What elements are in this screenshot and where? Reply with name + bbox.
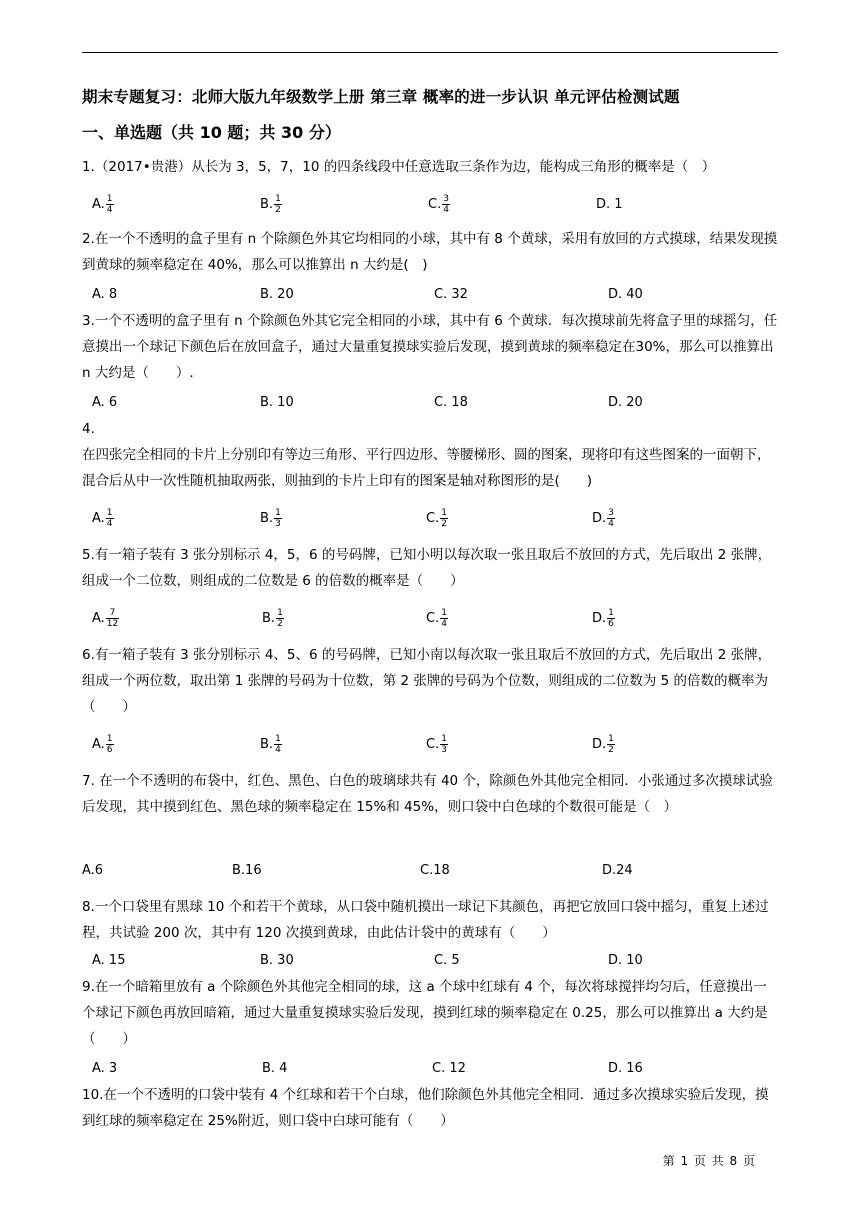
- question-7-options: [82, 856, 768, 884]
- question-10: 10.在一个不透明的口袋中装有 4 个红球和若干个白球，他们除颜色外其他完全相同．通过多次摸球实验后发现，摸到红球的频率稳定在 25%附近，则口袋中白球可能有（ ）: [82, 1087, 769, 1129]
- fraction: $\frac{1}{6}$: [106, 733, 113, 755]
- fraction: $\frac{1}{2}$: [275, 193, 281, 215]
- question-8-options: [92, 946, 778, 974]
- option-b[interactable]: B. $\frac{1}{2}$: [262, 607, 283, 629]
- fraction: $\frac{1}{2}$: [441, 507, 447, 529]
- option-a[interactable]: A. $\frac{1}{6}$: [92, 733, 113, 755]
- question-4: 在四张完全相同的卡片上分别印有等边三角形、平行四边形、等腰梯形、圆的图案，现将印有这些图案的一面朝下，混合后从中一次性随机抽取两张，则抽到的卡片上印有的图案是轴对称图形的是( ): [82, 447, 771, 489]
- question-4-number: 4.: [82, 421, 95, 437]
- fraction: $\frac{1}{3}$: [275, 507, 281, 529]
- fraction: $\frac{1}{6}$: [608, 607, 614, 629]
- option-c[interactable]: C. $\frac{1}{2}$: [426, 507, 447, 529]
- header-rule: [82, 52, 778, 53]
- option-b[interactable]: B. 10: [260, 394, 294, 410]
- question-6-options: [92, 730, 778, 758]
- option-d[interactable]: D. $\frac{1}{2}$: [592, 733, 614, 755]
- question-9: 9.在一个暗箱里放有 a 个除颜色外其他完全相同的球，这 a 个球中红球有 4 个，每次将球搅拌均匀后，任意摸出一个球记下颜色再放回暗箱，通过大量重复摸球实验后发现，摸到红球的频率稳定在 0.25，那么可以推算出 a 大约是（ ）: [82, 979, 768, 1047]
- option-b[interactable]: B. $\frac{1}{4}$: [260, 733, 281, 755]
- fraction: $\frac{1}{2}$: [277, 607, 283, 629]
- option-c[interactable]: C. $\frac{1}{4}$: [426, 607, 447, 629]
- option-a[interactable]: A. 6: [92, 394, 118, 410]
- question-6: 6.有一箱子装有 3 张分别标示 4、5、6 的号码牌，已知小南以每次取一张且取后不放回的方式，先后取出 2 张牌，组成一个两位数，取出第 1 张牌的号码为十位数，第 2 张牌的号码为个位数，则组成的二位数为 5 的倍数的概率为（ ）: [82, 647, 772, 715]
- fraction: $\frac{1}{4}$: [106, 507, 113, 529]
- fraction: $\frac{1}{4}$: [275, 733, 281, 755]
- option-a[interactable]: A. 15: [92, 952, 126, 968]
- question-1-options: [92, 190, 778, 218]
- fraction: $\frac{1}{2}$: [608, 733, 614, 755]
- question-2: 2.在一个不透明的盒子里有 n 个除颜色外其它均相同的小球，其中有 8 个黄球，采用有放回的方式摸球，结果发现摸到黄球的频率稳定在 40%，那么可以推算出 n 大约是( ): [82, 231, 778, 273]
- question-3: 3.一个不透明的盒子里有 n 个除颜色外其它完全相同的小球，其中有 6 个黄球．每次摸球前先将盒子里的球摇匀，任意摸出一个球记下颜色后在放回盒子，通过大量重复摸球实验后发现，摸到黄球的频率稳定在30%，那么可以推算出 n 大约是（ ）.: [82, 313, 778, 381]
- option-a[interactable]: A.6: [82, 862, 104, 878]
- option-c[interactable]: C. 18: [434, 394, 468, 410]
- option-d[interactable]: D. 16: [608, 1060, 643, 1076]
- page-footer: 第 1 页 共 8 页: [662, 1154, 756, 1168]
- document-title: 期末专题复习：北师大版九年级数学上册 第三章 概率的进一步认识 单元评估检测试题: [82, 88, 680, 106]
- question-9-options: [92, 1054, 778, 1082]
- question-3-options: [92, 388, 778, 416]
- option-d[interactable]: D. 40: [608, 286, 643, 302]
- fraction: $\frac{7}{12}$: [106, 607, 119, 629]
- option-c[interactable]: C. 12: [432, 1060, 466, 1076]
- option-b[interactable]: B.16: [232, 862, 262, 878]
- option-b[interactable]: B. $\frac{1}{3}$: [260, 507, 281, 529]
- option-d[interactable]: D. 1: [596, 196, 623, 212]
- option-c[interactable]: C. 32: [434, 286, 468, 302]
- option-c[interactable]: C.18: [420, 862, 450, 878]
- option-a[interactable]: A. $\frac{7}{12}$: [92, 607, 119, 629]
- option-d[interactable]: D. 20: [608, 394, 643, 410]
- option-c[interactable]: C. 5: [434, 952, 460, 968]
- section-heading: 一、单选题（共 10 题；共 30 分）: [82, 123, 341, 142]
- fraction: $\frac{1}{4}$: [106, 193, 113, 215]
- fraction: $\frac{3}{4}$: [443, 193, 449, 215]
- option-d[interactable]: D. $\frac{3}{4}$: [592, 507, 614, 529]
- option-d[interactable]: D. $\frac{1}{6}$: [592, 607, 614, 629]
- option-b[interactable]: B. $\frac{1}{2}$: [260, 193, 281, 215]
- option-a[interactable]: A. $\frac{1}{4}$: [92, 193, 113, 215]
- question-5: 5.有一箱子装有 3 张分别标示 4，5，6 的号码牌，已知小明以每次取一张且取后不放回的方式，先后取出 2 张牌，组成一个二位数，则组成的二位数是 6 的倍数的概率是（ ）: [82, 547, 772, 589]
- option-c[interactable]: C. $\frac{1}{3}$: [426, 733, 447, 755]
- option-a[interactable]: A. $\frac{1}{4}$: [92, 507, 113, 529]
- option-a[interactable]: A. 3: [92, 1060, 118, 1076]
- question-4-options: [92, 504, 778, 532]
- question-1: 1.（2017•贵港）从长为 3，5，7，10 的四条线段中任意选取三条作为边，能构成三角形的概率是（ ）: [82, 159, 716, 175]
- fraction: $\frac{1}{4}$: [441, 607, 447, 629]
- question-8: 8.一个口袋里有黑球 10 个和若干个黄球，从口袋中随机摸出一球记下其颜色，再把它放回口袋中摇匀，重复上述过程，共试验 200 次，其中有 120 次摸到黄球，由此估计袋中的黄球有（ ）: [82, 899, 769, 941]
- option-d[interactable]: D. 10: [608, 952, 643, 968]
- option-b[interactable]: B. 4: [262, 1060, 288, 1076]
- question-7: 7. 在一个不透明的布袋中，红色、黑色、白色的玻璃球共有 40 个，除颜色外其他完全相同．小张通过多次摸球试验后发现，其中摸到红色、黑色球的频率稳定在 15%和 45%，则口袋中白色球的个数很可能是（ ）: [82, 773, 773, 815]
- fraction: $\frac{3}{4}$: [608, 507, 614, 529]
- option-a[interactable]: A. 8: [92, 286, 118, 302]
- question-2-options: [92, 280, 778, 308]
- option-d[interactable]: D.24: [602, 862, 633, 878]
- option-b[interactable]: B. 30: [260, 952, 294, 968]
- question-5-options: [92, 604, 778, 632]
- option-c[interactable]: C. $\frac{3}{4}$: [428, 193, 449, 215]
- option-b[interactable]: B. 20: [260, 286, 294, 302]
- fraction: $\frac{1}{3}$: [441, 733, 447, 755]
